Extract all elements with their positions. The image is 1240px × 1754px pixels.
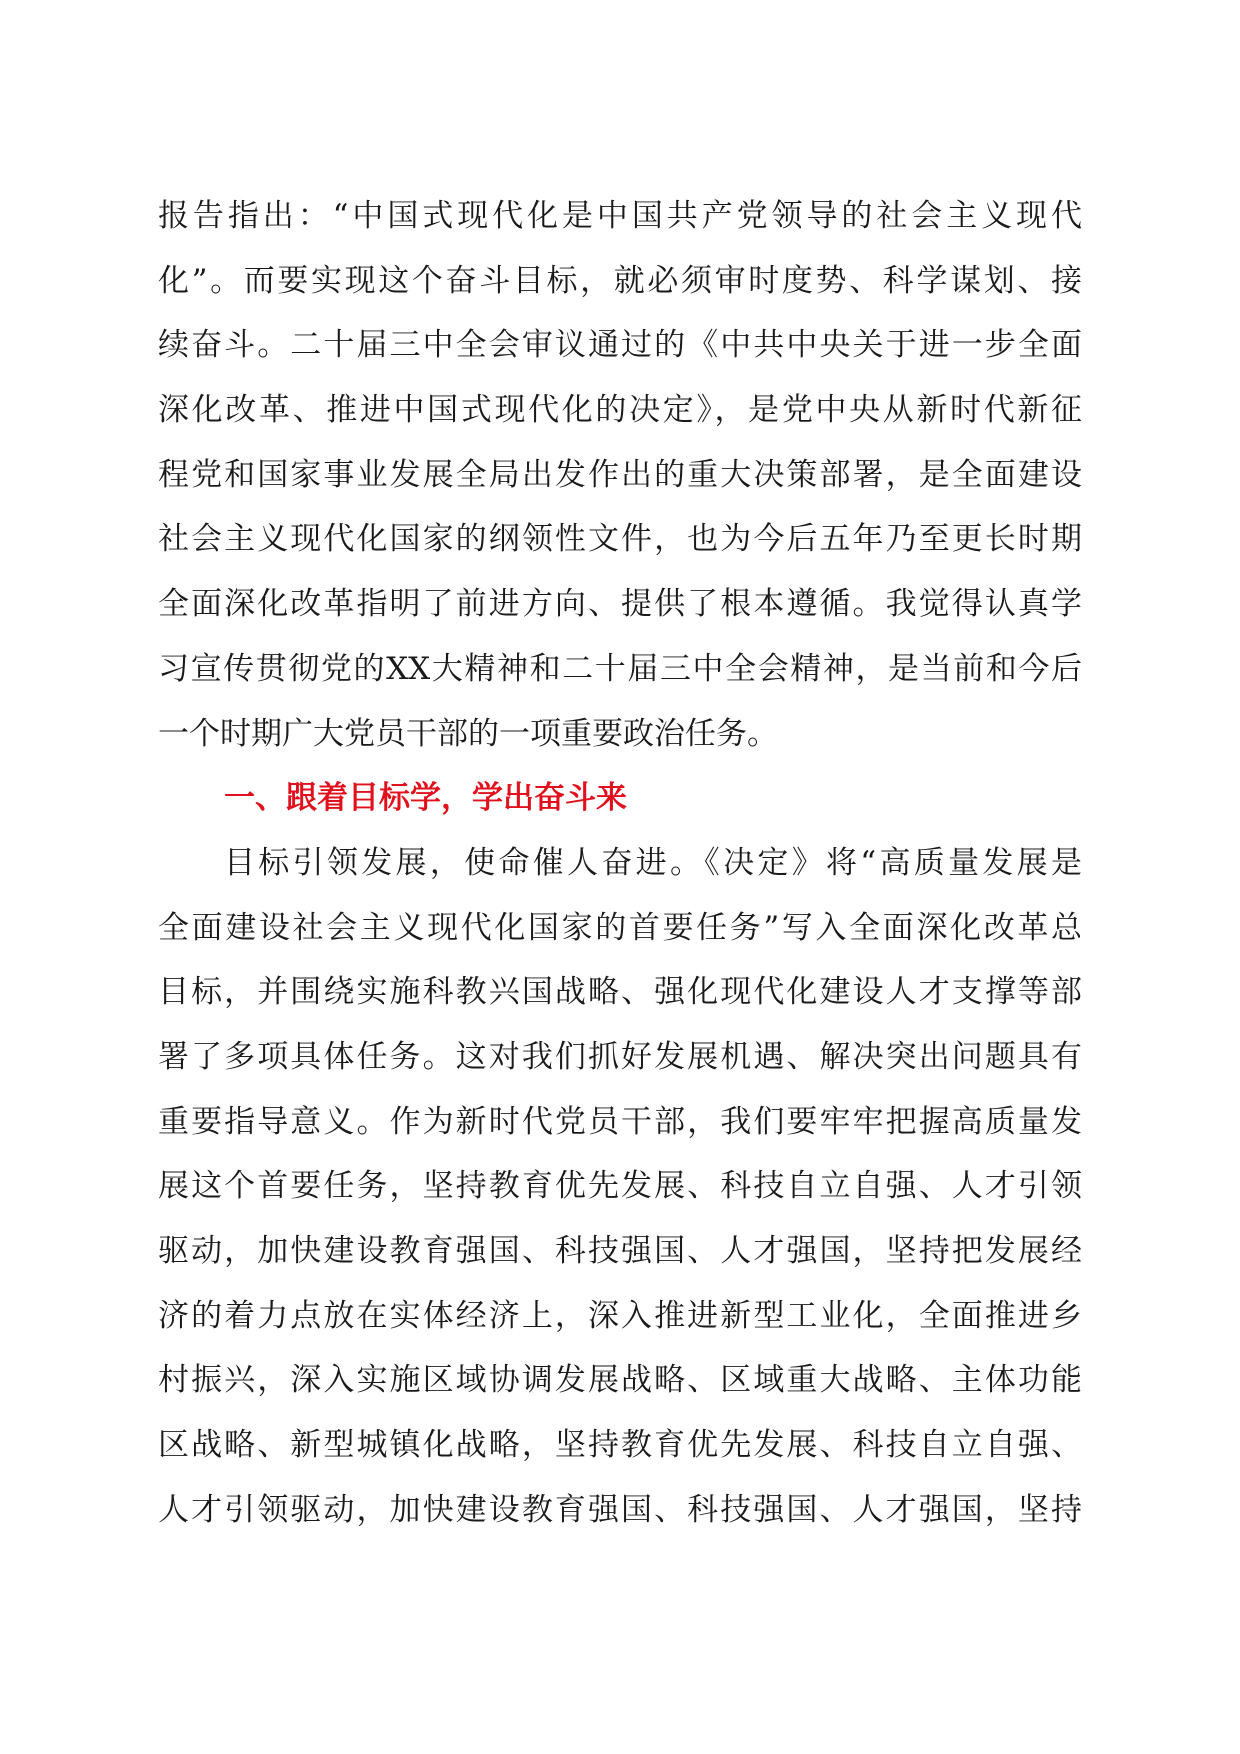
text-line: 深化改革、推进中国式现代化的决定》，是党中央从新时代新征 — [158, 392, 1082, 429]
text-line: 驱动，加快建设教育强国、科技强国、人才强国，坚持把发展经 — [158, 1233, 1082, 1269]
text-line: 目标，并围绕实施科教兴国战略、强化现代化建设人才支撑等部 — [158, 974, 1082, 1011]
text-line: 程党和国家事业发展全局出发作出的重大决策部署，是全面建设 — [158, 456, 1082, 493]
text-line: 济的着力点放在实体经济上，深入推进新型工业化，全面推进乡 — [158, 1297, 1082, 1334]
text-line: 村振兴，深入实施区域协调发展战略、区域重大战略、主体功能 — [158, 1362, 1082, 1399]
section-heading: 一、跟着目标学，学出奋斗来 — [224, 780, 627, 817]
document-body — [158, 184, 1082, 1542]
text-line: 署了多项具体任务。这对我们抓好发展机遇、解决突出问题具有 — [158, 1038, 1082, 1075]
text-line: 化”。而要实现这个奋斗目标，就必须审时度势、科学谋划、接 — [158, 262, 1082, 299]
text-line: 社会主义现代化国家的纲领性文件，也为今后五年乃至更长时期 — [158, 521, 1082, 558]
text-line: 续奋斗。二十届三中全会审议通过的《中共中央关于进一步全面 — [158, 327, 1082, 364]
text-line: 一个时期广大党员干部的一项重要政治任务。 — [158, 715, 778, 752]
text-line: 目标引领发展，使命催人奋进。《决定》将“高质量发展是 — [224, 844, 1082, 881]
text-line: 重要指导意义。作为新时代党员干部，我们要牢牢把握高质量发 — [158, 1103, 1082, 1140]
text-line: 区战略、新型城镇化战略，坚持教育优先发展、科技自立自强、 — [158, 1427, 1082, 1464]
paragraph-intro — [158, 184, 1082, 766]
text-line: 习宣传贯彻党的XX大精神和二十届三中全会精神，是当前和今后 — [158, 650, 1082, 687]
text-line: 报告指出：“中国式现代化是中国共产党领导的社会主义现代 — [158, 198, 1082, 234]
paragraph-section-1 — [158, 831, 1082, 1543]
text-line: 展这个首要任务，坚持教育优先发展、科技自立自强、人才引领 — [158, 1168, 1082, 1205]
text-line: 全面建设社会主义现代化国家的首要任务”写入全面深化改革总 — [158, 909, 1082, 946]
text-line: 人才引领驱动，加快建设教育强国、科技强国、人才强国，坚持 — [158, 1491, 1082, 1528]
text-line: 全面深化改革指明了前进方向、提供了根本遵循。我觉得认真学 — [158, 586, 1082, 623]
